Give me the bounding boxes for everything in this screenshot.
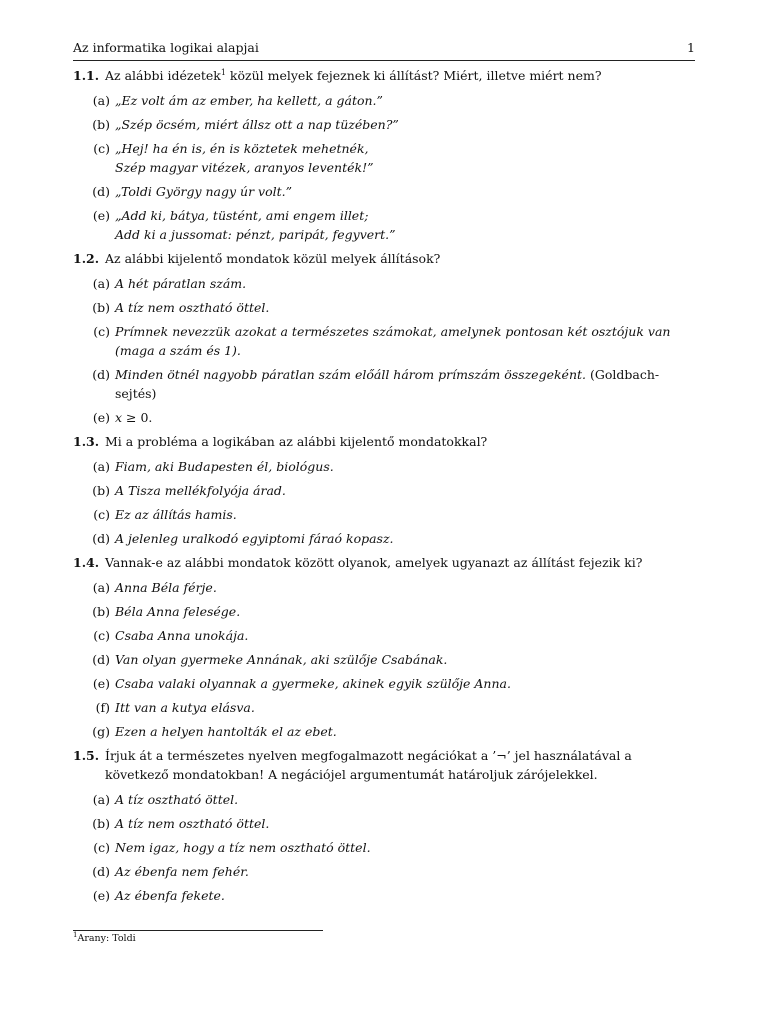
list-item: (c) „Hej! ha én is, én is köztetek mehetnék, Szép magyar vitézek, aranyos leventék!” bbox=[93, 141, 374, 175]
list-item: (c) Ez az állítás hamis. bbox=[93, 507, 237, 522]
problem-1-1 bbox=[73, 66, 695, 244]
list-item: (a) A hét páratlan szám. bbox=[92, 276, 247, 291]
running-header bbox=[73, 40, 695, 61]
list-item: (d) Minden ötnél nagyobb páratlan szám előáll három prímszám összegeként. (Goldbach-sejtés) bbox=[92, 367, 660, 401]
problem-1-4 bbox=[73, 553, 695, 741]
problem-text: Vannak-e az alábbi mondatok között olyanok, amelyek ugyanazt az állítást fejezik ki? bbox=[105, 555, 643, 570]
page-number: 1 bbox=[687, 40, 695, 55]
footnote-ref[interactable]: 1 bbox=[220, 67, 226, 77]
problem-text: Mi a probléma a logikában az alábbi kijelentő mondatokkal? bbox=[105, 434, 488, 449]
footnote bbox=[73, 930, 323, 944]
list-item: (b) Béla Anna felesége. bbox=[92, 604, 241, 619]
list-item: (a) A tíz osztható öttel. bbox=[92, 792, 239, 807]
problem-text: Az alábbi kijelentő mondatok közül melyek állítások? bbox=[105, 251, 441, 266]
problem-number: 1.1. bbox=[73, 68, 100, 83]
list-item: (a) „Ez volt ám az ember, ha kellett, a gáton.” bbox=[92, 93, 383, 108]
footnote-mark: 1 bbox=[73, 930, 78, 939]
list-item: (g) Ezen a helyen hantolták el az ebet. bbox=[92, 724, 337, 739]
header-title: Az informatika logikai alapjai bbox=[73, 40, 259, 55]
list-item: (d) Az ébenfa nem fehér. bbox=[92, 864, 249, 879]
list-item: (b) A tíz nem osztható öttel. bbox=[92, 816, 270, 831]
list-item: (c) Nem igaz, hogy a tíz nem osztható öttel. bbox=[93, 840, 371, 855]
list-item: (c) Csaba Anna unokája. bbox=[93, 628, 249, 643]
list-item: (a) Fiam, aki Budapesten él, biológus. bbox=[92, 459, 334, 474]
list-item: (a) Anna Béla férje. bbox=[92, 580, 217, 595]
problem-1-2 bbox=[73, 249, 695, 427]
document-page bbox=[73, 40, 695, 910]
list-item: (d) „Toldi György nagy úr volt.” bbox=[92, 184, 292, 199]
list-item: (b) „Szép öcsém, miért állsz ott a nap tüzében?” bbox=[92, 117, 399, 132]
list-item: (c) Prímnek nevezzük azokat a természetes számokat, amelynek pontosan két osztójuk van (maga a szám és 1). bbox=[93, 324, 671, 358]
problem-number: 1.4. bbox=[73, 555, 100, 570]
problem-1-5 bbox=[73, 746, 695, 905]
problem-number: 1.3. bbox=[73, 434, 100, 449]
problem-text: Írjuk át a természetes nyelven megfogalmazott negációkat a ’¬’ jel használatával a következő mondatokban! A negációjel argumentumát határoljuk zárójelekkel. bbox=[105, 748, 632, 782]
problem-number: 1.5. bbox=[73, 748, 100, 763]
problem-number: 1.2. bbox=[73, 251, 100, 266]
problem-1-3 bbox=[73, 432, 695, 548]
problem-text: Az alábbi idézetek$^1$ közül melyek fejeznek ki állítást? Miért, illetve miért nem? bbox=[105, 67, 602, 83]
footnote-text: Arany: Toldi bbox=[77, 933, 136, 944]
list-item: (b) A Tisza mellékfolyója árad. bbox=[92, 483, 286, 498]
list-item: (e) „Add ki, bátya, tüstént, ami engem illet; Add ki a jussomat: pénzt, paripát, fegyvert.” bbox=[92, 208, 396, 242]
list-item: (b) A tíz nem osztható öttel. bbox=[92, 300, 270, 315]
list-item: (d) Van olyan gyermeke Annának, aki szülője Csabának. bbox=[92, 652, 448, 667]
list-item: (e) x ≥ 0. bbox=[92, 410, 153, 425]
list-item: (e) Az ébenfa fekete. bbox=[92, 888, 225, 903]
list-item: (e) Csaba valaki olyannak a gyermeke, akinek egyik szülője Anna. bbox=[92, 676, 511, 691]
list-item: (d) A jelenleg uralkodó egyiptomi fáraó kopasz. bbox=[92, 531, 394, 546]
list-item: (f) Itt van a kutya elásva. bbox=[95, 700, 255, 715]
